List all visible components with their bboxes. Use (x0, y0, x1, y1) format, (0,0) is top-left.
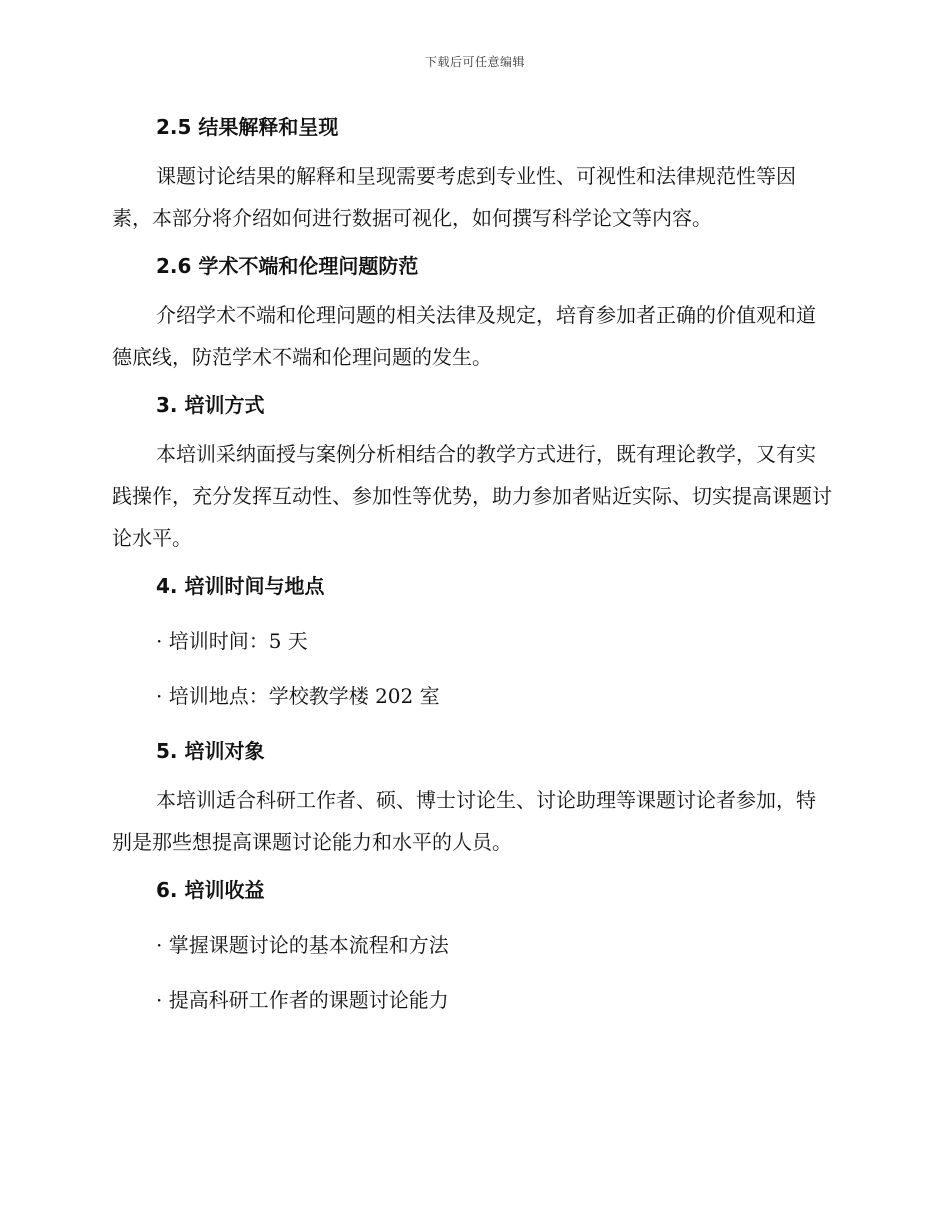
section-heading-2-6: 2.6 学术不端和伦理问题防范 (156, 254, 419, 278)
document-body (112, 112, 832, 1015)
section-heading-5: 5. 培训对象 (156, 739, 265, 763)
section-paragraph-5: 本培训适合科研工作者、硕、博士讨论生、讨论助理等课题讨论者参加，特别是那些想提高课题讨论能力和水平的人员。 (112, 788, 816, 854)
section-heading-3: 3. 培训方式 (156, 393, 265, 417)
list-item-benefit-2: · 提高科研工作者的课题讨论能力 (156, 988, 449, 1012)
page-header: 下载后可任意编辑 (424, 55, 525, 69)
section-heading-6: 6. 培训收益 (156, 878, 265, 902)
section-paragraph-2-5: 课题讨论结果的解释和呈现需要考虑到专业性、可视性和法律规范性等因素，本部分将介绍如何进行数据可视化，如何撰写科学论文等内容。 (112, 164, 796, 230)
section-heading-4: 4. 培训时间与地点 (156, 574, 325, 598)
list-item-training-time: · 培训时间：5 天 (156, 629, 308, 653)
section-paragraph-3: 本培训采纳面授与案例分析相结合的教学方式进行，既有理论教学，又有实践操作，充分发挥互动性、参加性等优势，助力参加者贴近实际、切实提高课题讨论水平。 (112, 442, 832, 550)
list-item-training-location: · 培训地点：学校教学楼 202 室 (156, 684, 440, 708)
list-item-benefit-1: · 掌握课题讨论的基本流程和方法 (156, 933, 449, 957)
section-heading-2-5: 2.5 结果解释和呈现 (156, 115, 339, 139)
section-paragraph-2-6: 介绍学术不端和伦理问题的相关法律及规定，培育参加者正确的价值观和道德底线，防范学术不端和伦理问题的发生。 (112, 303, 816, 369)
